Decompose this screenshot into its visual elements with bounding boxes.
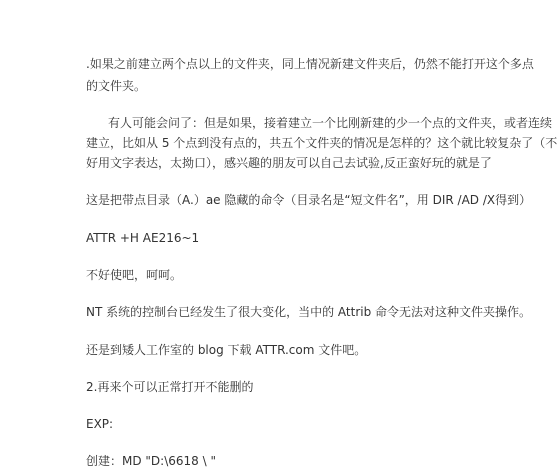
paragraph-2-line-3: 好用文字表达，太拗口），感兴趣的朋友可以自己去试验,反正蛮好玩的就是了 bbox=[86, 156, 492, 170]
paragraph-6: 还是到矮人工作室的 blog 下载 ATTR.com 文件吧。 bbox=[86, 343, 367, 357]
create-command-line: 创建：MD "D:\6618 \ " bbox=[86, 454, 216, 468]
paragraph-4: 不好使吧，呵呵。 bbox=[86, 268, 183, 282]
paragraph-5: NT 系统的控制台已经发生了很大变化，当中的 Attrib 命令无法对这种文件夹操作。 bbox=[86, 305, 532, 319]
section-heading-2: 2.再来个可以正常打开不能删的 bbox=[86, 380, 254, 394]
paragraph-1-line-2: 的文件夹。 bbox=[86, 79, 147, 93]
example-label: EXP: bbox=[86, 417, 114, 431]
command-attr-line: ATTR +H AE216~1 bbox=[86, 231, 200, 245]
paragraph-2-line-2: 建立，比如从 5 个点到没有点的，共五个文件夹的情况是怎样的？这个就比较复杂了（不 bbox=[86, 136, 557, 150]
paragraph-1-line-1: .如果之前建立两个点以上的文件夹，同上情况新建文件夹后，仍然不能打开这个多点 bbox=[86, 57, 534, 71]
paragraph-2-line-1: 有人可能会问了：但是如果，接着建立一个比刚新建的少一个点的文件夹，或者连续 bbox=[108, 116, 553, 130]
paragraph-3: 这是把带点目录（A.）ae 隐藏的命令（目录名是“短文件名”，用 DIR /AD /X得到） bbox=[86, 193, 532, 207]
